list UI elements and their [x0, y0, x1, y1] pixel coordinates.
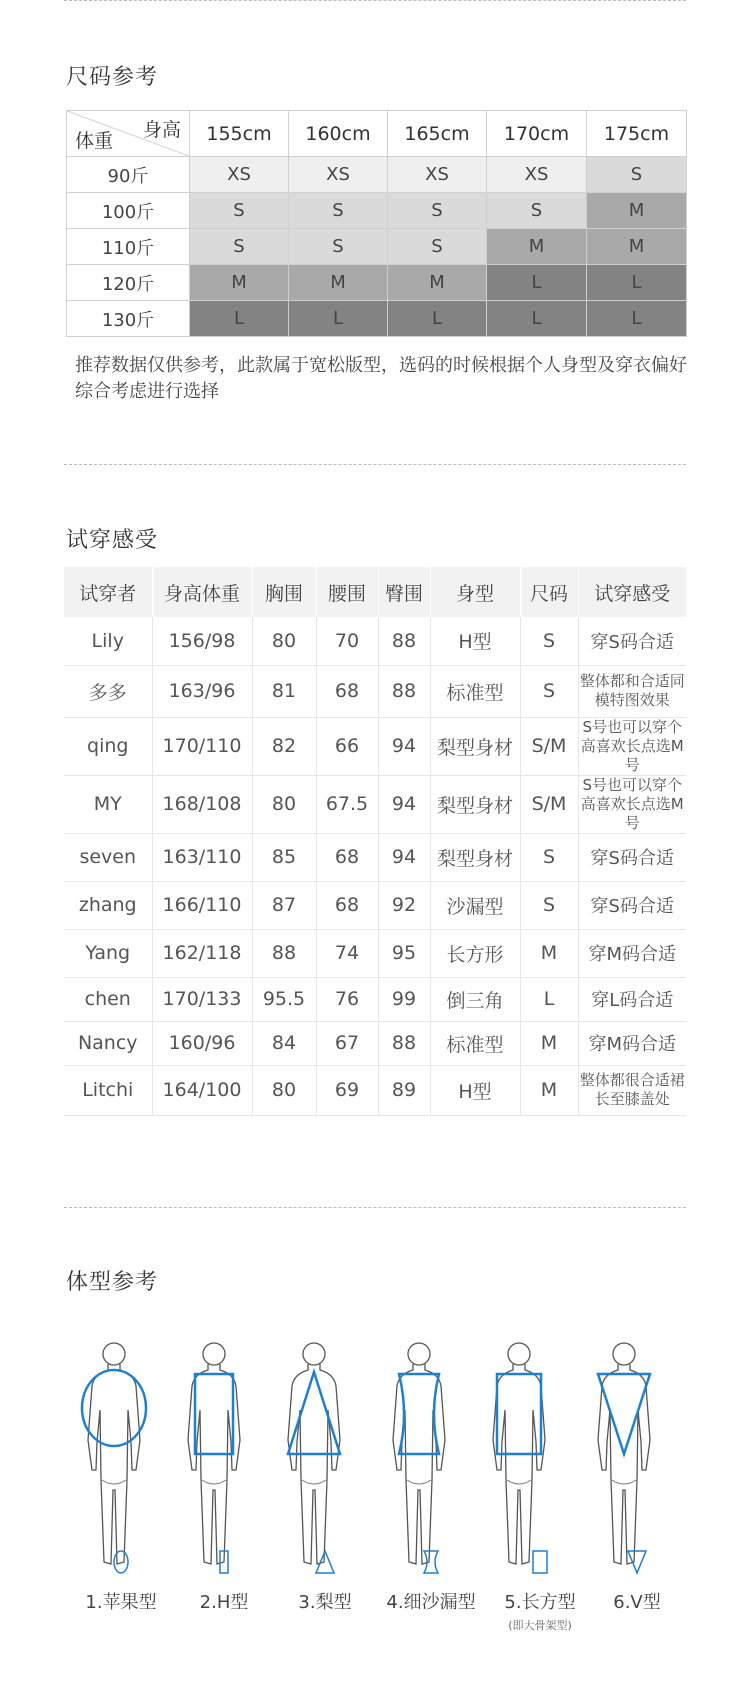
fit-cell-chest: 80 [252, 1065, 316, 1115]
fit-cell-waist: 67.5 [316, 775, 378, 833]
fit-cell-size: S/M [520, 717, 578, 775]
fit-cell-size: S [520, 665, 578, 717]
fit-section-title: 试穿感受 [66, 528, 159, 553]
size-row [67, 265, 687, 301]
size-cell: XS [487, 157, 587, 193]
fit-cell-size: S [520, 617, 578, 665]
size-cell: S [289, 193, 388, 229]
fit-cell-type: 标准型 [430, 1021, 520, 1065]
fit-cell-name: Litchi [64, 1065, 152, 1115]
fit-cell-size: M [520, 929, 578, 977]
fit-cell-type: 梨型身材 [430, 775, 520, 833]
height-header: 175cm [587, 111, 687, 157]
size-cell: L [289, 301, 388, 337]
fit-cell-hip: 92 [378, 881, 430, 929]
fit-cell-size: M [520, 1065, 578, 1115]
fit-cell-hip: 94 [378, 775, 430, 833]
divider-bottom [64, 1207, 686, 1208]
fit-cell-waist: 67 [316, 1021, 378, 1065]
fit-header: 腰围 [316, 567, 378, 617]
size-cell: L [587, 265, 687, 301]
size-cell: L [190, 301, 289, 337]
body-type-label: 4.细沙漏型 [386, 1592, 476, 1613]
size-row [67, 301, 687, 337]
size-table-header-row [67, 111, 687, 157]
fit-cell-hw: 170/110 [152, 717, 252, 775]
fit-cell-waist: 68 [316, 833, 378, 881]
size-cell: M [190, 265, 289, 301]
size-cell: L [388, 301, 487, 337]
fit-cell-waist: 68 [316, 665, 378, 717]
fit-cell-chest: 95.5 [252, 977, 316, 1021]
fit-cell-chest: 81 [252, 665, 316, 717]
size-row [67, 157, 687, 193]
fit-cell-hw: 162/118 [152, 929, 252, 977]
body-type-label: 6.V型 [613, 1592, 661, 1613]
fit-row [64, 617, 686, 665]
fit-cell-hip: 99 [378, 977, 430, 1021]
body-type-label: 2.H型 [199, 1592, 249, 1613]
body-figure [164, 1330, 264, 1580]
fit-cell-feel: 穿S码合适 [578, 833, 686, 881]
hourglass-icon [416, 1548, 446, 1576]
body-type-sublabel: (即大骨架型) [508, 1619, 572, 1632]
fit-cell-size: M [520, 1021, 578, 1065]
fit-cell-name: chen [64, 977, 152, 1021]
fit-cell-type: 长方形 [430, 929, 520, 977]
fit-row [64, 977, 686, 1021]
body-figure [469, 1330, 569, 1580]
fit-cell-chest: 80 [252, 617, 316, 665]
fit-row [64, 929, 686, 977]
body-figure [64, 1330, 164, 1580]
size-cell: L [487, 301, 587, 337]
fit-cell-hw: 160/96 [152, 1021, 252, 1065]
fit-row [64, 775, 686, 833]
fit-header: 尺码 [520, 567, 578, 617]
fit-cell-chest: 82 [252, 717, 316, 775]
fit-cell-waist: 70 [316, 617, 378, 665]
fit-header: 胸围 [252, 567, 316, 617]
fit-cell-size: S [520, 881, 578, 929]
fit-cell-feel: S号也可以穿个高喜欢长点选M号 [578, 775, 686, 833]
size-cell: S [388, 229, 487, 265]
fit-cell-hip: 88 [378, 665, 430, 717]
body-type-label: 3.梨型 [298, 1592, 352, 1613]
fit-cell-type: 倒三角 [430, 977, 520, 1021]
height-header: 155cm [190, 111, 289, 157]
corner-height-label: 身高 [142, 119, 181, 141]
fit-cell-type: 标准型 [430, 665, 520, 717]
body-type-label: 1.苹果型 [85, 1592, 157, 1613]
rectangle-icon [525, 1548, 555, 1576]
fit-cell-chest: 88 [252, 929, 316, 977]
fit-cell-hip: 95 [378, 929, 430, 977]
fit-row [64, 833, 686, 881]
fit-cell-hip: 94 [378, 833, 430, 881]
triangle-icon [310, 1548, 340, 1576]
divider-top [64, 0, 686, 1]
fit-cell-size: S [520, 833, 578, 881]
fit-header: 身高体重 [152, 567, 252, 617]
weight-label: 130斤 [67, 301, 190, 337]
fit-cell-hip: 88 [378, 617, 430, 665]
fit-cell-hip: 94 [378, 717, 430, 775]
fit-cell-hip: 89 [378, 1065, 430, 1115]
size-row [67, 193, 687, 229]
size-cell: S [487, 193, 587, 229]
fit-cell-name: zhang [64, 881, 152, 929]
fit-row [64, 1021, 686, 1065]
fit-cell-waist: 69 [316, 1065, 378, 1115]
fit-cell-waist: 74 [316, 929, 378, 977]
fit-header: 试穿者 [64, 567, 152, 617]
fit-cell-type: H型 [430, 617, 520, 665]
size-cell: L [487, 265, 587, 301]
size-note: 推荐数据仅供参考，此款属于宽松版型，选码的时候根据个人身型及穿衣偏好综合考虑进行选择 [75, 355, 687, 402]
fit-cell-hw: 163/110 [152, 833, 252, 881]
fit-cell-name: Lily [64, 617, 152, 665]
fit-header: 试穿感受 [578, 567, 686, 617]
size-table [66, 110, 687, 337]
fit-cell-hw: 170/133 [152, 977, 252, 1021]
body-figure [574, 1330, 674, 1580]
size-cell: L [587, 301, 687, 337]
size-cell: S [289, 229, 388, 265]
body-figure [264, 1330, 364, 1580]
fit-cell-name: seven [64, 833, 152, 881]
fit-cell-type: 梨型身材 [430, 833, 520, 881]
size-cell: S [190, 193, 289, 229]
fit-cell-feel: 整体都和合适同模特图效果 [578, 665, 686, 717]
body-section-title: 体型参考 [66, 1270, 159, 1295]
body-figures [64, 1330, 686, 1580]
fit-cell-feel: 穿S码合适 [578, 617, 686, 665]
fit-cell-type: 沙漏型 [430, 881, 520, 929]
height-header: 165cm [388, 111, 487, 157]
fit-cell-chest: 87 [252, 881, 316, 929]
fit-cell-name: 多多 [64, 665, 152, 717]
size-cell: M [388, 265, 487, 301]
fit-cell-name: MY [64, 775, 152, 833]
fit-cell-hw: 164/100 [152, 1065, 252, 1115]
fit-cell-hw: 163/96 [152, 665, 252, 717]
size-cell: XS [289, 157, 388, 193]
fit-cell-size: S/M [520, 775, 578, 833]
fit-cell-waist: 76 [316, 977, 378, 1021]
fit-cell-hw: 166/110 [152, 881, 252, 929]
height-header: 160cm [289, 111, 388, 157]
fit-row [64, 1065, 686, 1115]
size-cell: M [289, 265, 388, 301]
ellipse-icon [106, 1548, 136, 1576]
size-table-corner [67, 111, 190, 157]
narrow-rectangle-icon [209, 1548, 239, 1576]
inverted-triangle-icon [622, 1548, 652, 1576]
fit-cell-name: Nancy [64, 1021, 152, 1065]
corner-weight-label: 体重 [75, 130, 114, 152]
size-cell: S [388, 193, 487, 229]
size-cell: XS [388, 157, 487, 193]
weight-label: 110斤 [67, 229, 190, 265]
fit-cell-waist: 66 [316, 717, 378, 775]
size-cell: S [587, 157, 687, 193]
fit-table-header-row [64, 567, 686, 617]
fit-cell-type: H型 [430, 1065, 520, 1115]
fit-cell-chest: 80 [252, 775, 316, 833]
fit-cell-feel: 穿L码合适 [578, 977, 686, 1021]
fit-cell-chest: 84 [252, 1021, 316, 1065]
fit-cell-hw: 156/98 [152, 617, 252, 665]
fit-cell-hw: 168/108 [152, 775, 252, 833]
height-header: 170cm [487, 111, 587, 157]
fit-cell-name: qing [64, 717, 152, 775]
size-row [67, 229, 687, 265]
fit-cell-size: L [520, 977, 578, 1021]
fit-cell-feel: 穿M码合适 [578, 1021, 686, 1065]
divider-middle [64, 464, 686, 465]
fit-row [64, 717, 686, 775]
body-figure [369, 1330, 469, 1580]
size-cell: M [487, 229, 587, 265]
size-section-title: 尺码参考 [66, 65, 159, 90]
fit-header: 臀围 [378, 567, 430, 617]
size-cell: XS [190, 157, 289, 193]
fit-cell-hip: 88 [378, 1021, 430, 1065]
size-cell: M [587, 193, 687, 229]
fit-header: 身型 [430, 567, 520, 617]
fit-cell-feel: 穿S码合适 [578, 881, 686, 929]
body-type-label: 5.长方型 [504, 1592, 576, 1613]
fit-cell-type: 梨型身材 [430, 717, 520, 775]
weight-label: 90斤 [67, 157, 190, 193]
weight-label: 120斤 [67, 265, 190, 301]
fit-row [64, 881, 686, 929]
fit-cell-feel: 整体都很合适裙长至膝盖处 [578, 1065, 686, 1115]
size-cell: M [587, 229, 687, 265]
fit-cell-feel: 穿M码合适 [578, 929, 686, 977]
fit-table [64, 567, 686, 1116]
fit-cell-feel: S号也可以穿个高喜欢长点选M号 [578, 717, 686, 775]
fit-cell-name: Yang [64, 929, 152, 977]
fit-row [64, 665, 686, 717]
size-cell: S [190, 229, 289, 265]
weight-label: 100斤 [67, 193, 190, 229]
fit-cell-chest: 85 [252, 833, 316, 881]
fit-cell-waist: 68 [316, 881, 378, 929]
